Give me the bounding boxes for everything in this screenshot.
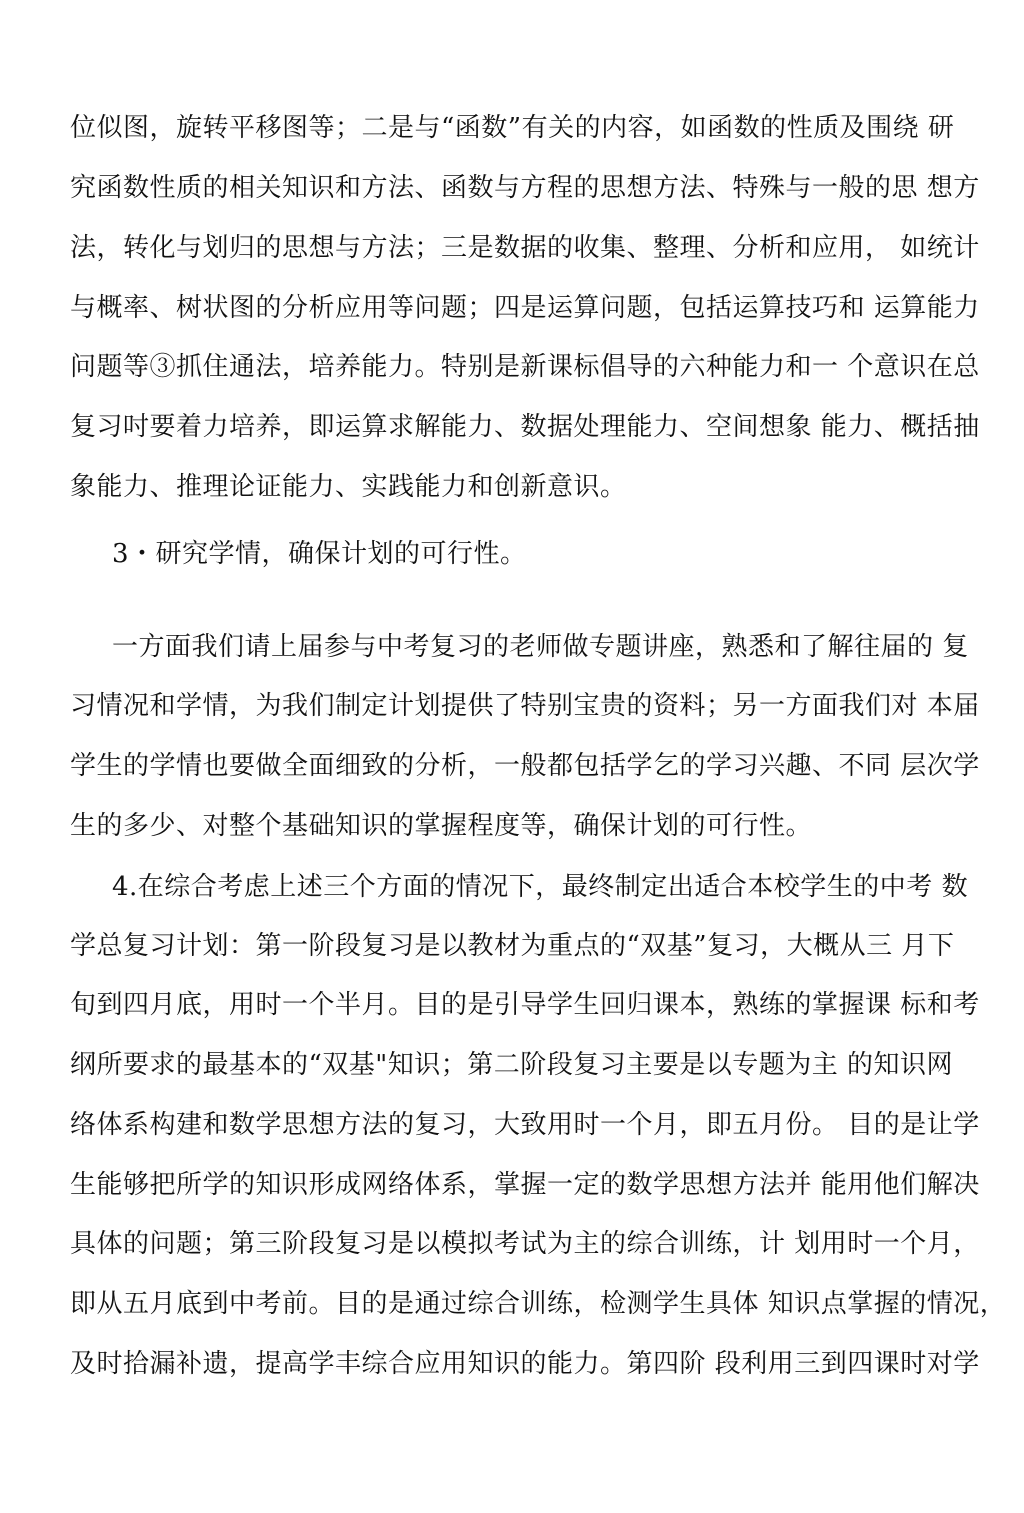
paragraph-1-line-3: 法，转化与划归的思想与方法；三是数据的收集、整理、分析和应用， 如统计 (70, 233, 980, 263)
paragraph-3-line-2: 学总复习计划：第一阶段复习是以教材为重点的“双基”复习，大概从三 月下 (70, 931, 955, 961)
paragraph-3-line-1: 4.在综合考虑上述三个方面的情况下，最终制定出适合本校学生的中考 数 (112, 872, 969, 902)
paragraph-1-line-4: 与概率、树状图的分析应用等问题；四是运算问题，包括运算技巧和 运算能力 (70, 293, 980, 323)
paragraph-2-line-3: 学生的学情也要做全面细致的分析，一般都包括学乞的学习兴趣、不同 层次学 (70, 751, 980, 781)
paragraph-3-line-4: 纲所要求的最基本的“双基"知识；第二阶段复习主要是以专题为主 的知识网 (70, 1050, 954, 1080)
paragraph-2-line-2: 习情况和学情，为我们制定计划提供了特别宝贵的资料；另一方面我们对 本届 (70, 691, 980, 721)
paragraph-3-line-3: 旬到四月底，用时一个半月。目的是引导学生回归课本，熟练的掌握课 标和考 (70, 990, 980, 1020)
paragraph-2-line-4: 生的多少、对整个基础知识的掌握程度等，确保计划的可行性。 (70, 811, 813, 841)
paragraph-3-line-8: 即从五月底到中考前。目的是通过综合训练，检测学生具体 知识点掌握的情况， (70, 1289, 1007, 1319)
paragraph-2-line-1: 一方面我们请上届参与中考复习的老师做专题讲座，熟悉和了解往届的 复 (112, 632, 969, 662)
paragraph-3-line-7: 具体的问题；第三阶段复习是以模拟考试为主的综合训练，计 划用时一个月， (70, 1229, 980, 1259)
paragraph-3-line-9: 及时拾漏补遗，提高学丰综合应用知识的能力。第四阶 段利用三到四课时对学 (70, 1349, 980, 1379)
paragraph-1-line-5: 问题等③抓住通法，培养能力。特别是新课标倡导的六种能力和一 个意识在总 (70, 352, 980, 382)
paragraph-3-line-5: 络体系构建和数学思想方法的复习，大致用时一个月，即五月份。 目的是让学 (70, 1110, 980, 1140)
paragraph-3-line-6: 生能够把所学的知识形成网络体系，掌握一定的数学思想方法并 能用他们解决 (70, 1170, 980, 1200)
paragraph-1-line-2: 究函数性质的相关知识和方法、函数与方程的思想方法、特殊与一般的思 想方 (70, 173, 980, 203)
paragraph-1-line-6: 复习吋要着力培养，即运算求解能力、数据处理能力、空间想象 能力、概括抽 (70, 412, 980, 442)
paragraph-1-line-7: 象能力、推理论证能力、实践能力和创新意识。 (70, 472, 627, 502)
paragraph-1-line-1: 位似图，旋转平移图等；二是与“函数”有关的内容，如函数的性质及围绕 研 (70, 113, 955, 143)
section-heading-3: 3・研究学情，确保计划的可行性。 (112, 539, 527, 569)
